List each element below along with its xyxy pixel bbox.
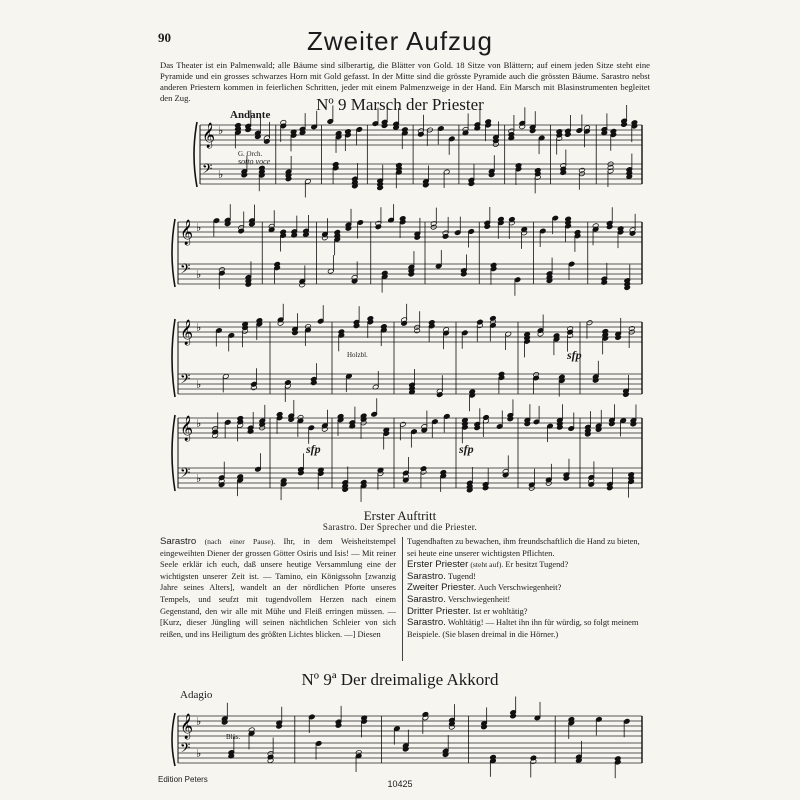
column-divider bbox=[402, 537, 403, 661]
expression-marking: sotto voce bbox=[238, 157, 271, 166]
instrument-label: Bläs. bbox=[226, 733, 241, 741]
flat-sign: ♭ bbox=[218, 168, 224, 181]
act-title: Zweiter Aufzug bbox=[307, 26, 493, 56]
scene-characters: Sarastro. Der Sprecher und die Priester. bbox=[322, 522, 478, 532]
dialogue-text: Wohltätig! — Haltet ihn ihn für würdig, so folgt meinem Beispiele. (Sie blasen dreimal in die Hörner.) bbox=[407, 618, 639, 639]
stage-aside: (steht auf). bbox=[470, 560, 504, 570]
bass-clef: 𝄢 bbox=[180, 371, 191, 390]
instrument-label: G. Orch. bbox=[238, 150, 263, 158]
bass-clef: 𝄢 bbox=[202, 161, 213, 180]
dialogue-text: Ihr, in dem Weisheitstempel eingeweihten Diener der grossen Götter Osiris und Isis! — Mit reiner Seele erklär ich euch, daß unsere heutige Versammlung eine der wichtigsten unserer Zeit ist. — Tamino, ein Königssohn [zwanzig Jahre seines Alters], wandelt an der nördlichen Pforte unseres Tempels, und seufzt mit tugendvollem Herzen nach einem Gegenstand, den wir alle mit Mühe und Fleiß erringen müssen. — [Kurz, dieser Jüngling will seinen nächtlichen Schleier von sich reißen, und ins Heiligtum des größten Lichtes blicken. —] Diesen bbox=[160, 537, 397, 639]
dialogue-line bbox=[407, 582, 643, 594]
dialogue-text: Er besitzt Tugend? bbox=[505, 560, 569, 570]
dynamic-marking: sfp bbox=[567, 348, 582, 362]
system-brace bbox=[172, 713, 175, 766]
system-brace bbox=[172, 319, 175, 397]
dialogue-line bbox=[407, 559, 643, 571]
speaker-name: Sarastro. bbox=[407, 617, 446, 629]
tempo-marking: Andante bbox=[230, 109, 271, 121]
flat-sign: ♭ bbox=[196, 417, 202, 430]
bass-clef: 𝄢 bbox=[180, 740, 191, 759]
dialogue-column-left bbox=[160, 536, 396, 640]
dialogue-text: Verschwiegenheit! bbox=[447, 594, 511, 604]
edition-label: Edition Peters bbox=[158, 775, 208, 784]
flat-sign: ♭ bbox=[196, 321, 202, 334]
treble-clef: 𝄞 bbox=[180, 714, 194, 739]
treble-clef: 𝄞 bbox=[202, 123, 216, 148]
system-brace bbox=[172, 415, 175, 491]
dialogue-line bbox=[407, 606, 643, 618]
instrument-label: Holzbl. bbox=[347, 351, 368, 359]
bass-clef: 𝄢 bbox=[180, 465, 191, 484]
flat-sign: ♭ bbox=[196, 378, 202, 391]
speaker-name: Sarastro. bbox=[407, 593, 446, 605]
bass-clef: 𝄢 bbox=[180, 261, 191, 280]
treble-clef: 𝄞 bbox=[180, 220, 194, 245]
flat-sign: ♭ bbox=[196, 715, 202, 728]
dialogue-line bbox=[407, 571, 643, 583]
number-title-no9: Nº 9 Marsch der Priester bbox=[316, 95, 484, 114]
treble-clef: 𝄞 bbox=[180, 320, 194, 345]
scene-heading: Erster Auftritt bbox=[363, 508, 437, 523]
dialogue-column-right bbox=[407, 536, 643, 640]
system-brace bbox=[194, 122, 197, 187]
speaker-name: Zweiter Priester. bbox=[407, 582, 477, 594]
speaker-name: Sarastro. bbox=[407, 570, 446, 582]
dialogue-line bbox=[407, 617, 643, 640]
dialogue-text: Ist er wohltätig? bbox=[473, 606, 528, 616]
plate-number: 10425 bbox=[387, 779, 413, 789]
speaker-name: Erster Priester bbox=[407, 559, 469, 571]
dynamic-marking: sfp bbox=[459, 442, 474, 456]
speaker-name: Dritter Priester. bbox=[407, 605, 471, 617]
stage-direction: Das Theater ist ein Palmenwald; alle Bäume sind silberartig, die Blätter von Gold. 18 Sitze von Blättern; auf einem jeden Sitze steht eine Pyramide und ein grosses schwarzes Horn mit Gold gefasst. In der Mitte sind die grösste Pyramide auch die grössten Bäume. Sarastro nebst anderen Priestern kommen in feierlichen Schritten, jeder mit einem Palmenzweige in der Hand. Ein Marsch mit Blasinstrumenten begleitet den Zug. bbox=[160, 60, 650, 103]
stage-aside: (nach einer Pause). bbox=[204, 537, 276, 546]
flat-sign: ♭ bbox=[218, 124, 224, 137]
dialogue-text: Tugendhaften zu bewachen, ihm freundschaftlich die Hand zu bieten, sei heute eine unserer wichtigsten Pflichten. bbox=[407, 537, 640, 558]
flat-sign: ♭ bbox=[196, 268, 202, 281]
dialogue-text: Auch Verschwiegenheit? bbox=[477, 583, 562, 593]
dynamic-marking: sfp bbox=[306, 442, 321, 456]
flat-sign: ♭ bbox=[196, 747, 202, 760]
system-brace bbox=[172, 219, 175, 287]
flat-sign: ♭ bbox=[196, 472, 202, 485]
dialogue-line bbox=[407, 594, 643, 606]
flat-sign: ♭ bbox=[196, 221, 202, 234]
dialogue-text: Tugend! bbox=[447, 571, 476, 581]
tempo-marking: Adagio bbox=[180, 689, 213, 701]
number-title-no9a: Nº 9ª Der dreimalige Akkord bbox=[301, 670, 499, 689]
treble-clef: 𝄞 bbox=[180, 416, 194, 441]
speaker-name: Sarastro bbox=[160, 536, 197, 547]
page-number: 90 bbox=[158, 30, 171, 45]
